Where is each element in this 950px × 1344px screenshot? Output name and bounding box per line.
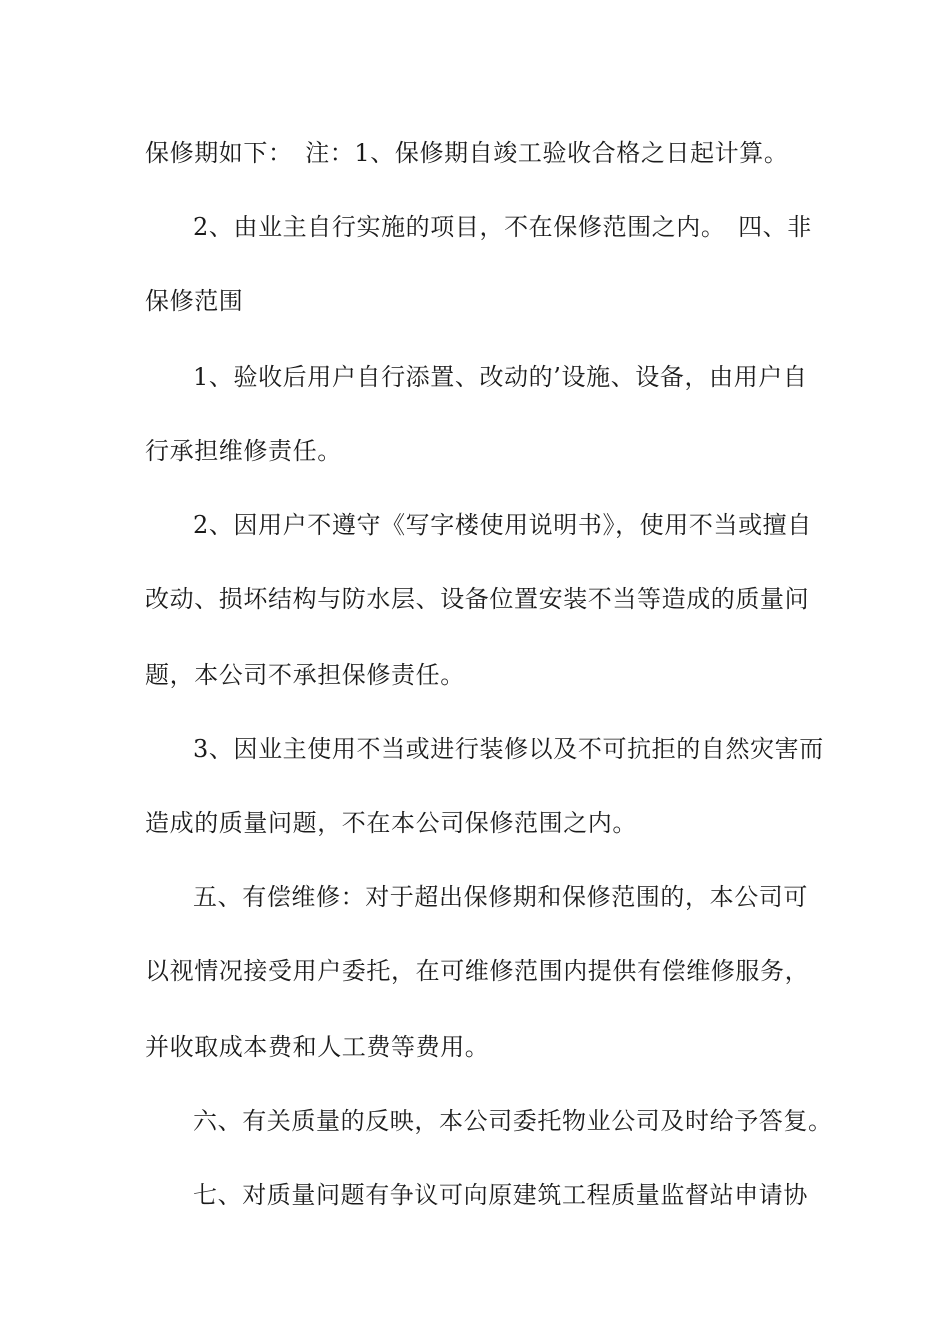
text-line-1: 保修期如下： 注：1、保修期自竣工验收合格之日起计算。 [145,139,789,167]
text-line-7: 改动、损坏结构与防水层、设备位置安装不当等造成的质量问 [145,585,810,613]
text-line-6: 2、因用户不遵守《写字楼使用说明书》，使用不当或擅自 [193,511,812,539]
text-line-13: 并收取成本费和人工费等费用。 [145,1033,490,1061]
text-line-8: 题，本公司不承担保修责任。 [145,661,465,689]
text-line-15: 七、对质量问题有争议可向原建筑工程质量监督站申请协 [193,1181,808,1209]
text-line-12: 以视情况接受用户委托，在可维修范围内提供有偿维修服务， [145,957,810,985]
text-line-3: 保修范围 [145,287,244,315]
text-line-9: 3、因业主使用不当或进行装修以及不可抗拒的自然灾害而 [193,735,824,763]
text-line-2: 2、由业主自行实施的项目，不在保修范围之内。 四、非 [193,213,812,241]
text-line-10: 造成的质量问题，不在本公司保修范围之内。 [145,809,637,837]
text-line-4: 1、验收后用户自行添置、改动的’设施、设备，由用户自 [193,363,808,391]
text-line-5: 行承担维修责任。 [145,437,342,465]
text-line-14: 六、有关质量的反映，本公司委托物业公司及时给予答复。 [193,1107,833,1135]
text-line-11: 五、有偿维修：对于超出保修期和保修范围的，本公司可 [193,883,808,911]
